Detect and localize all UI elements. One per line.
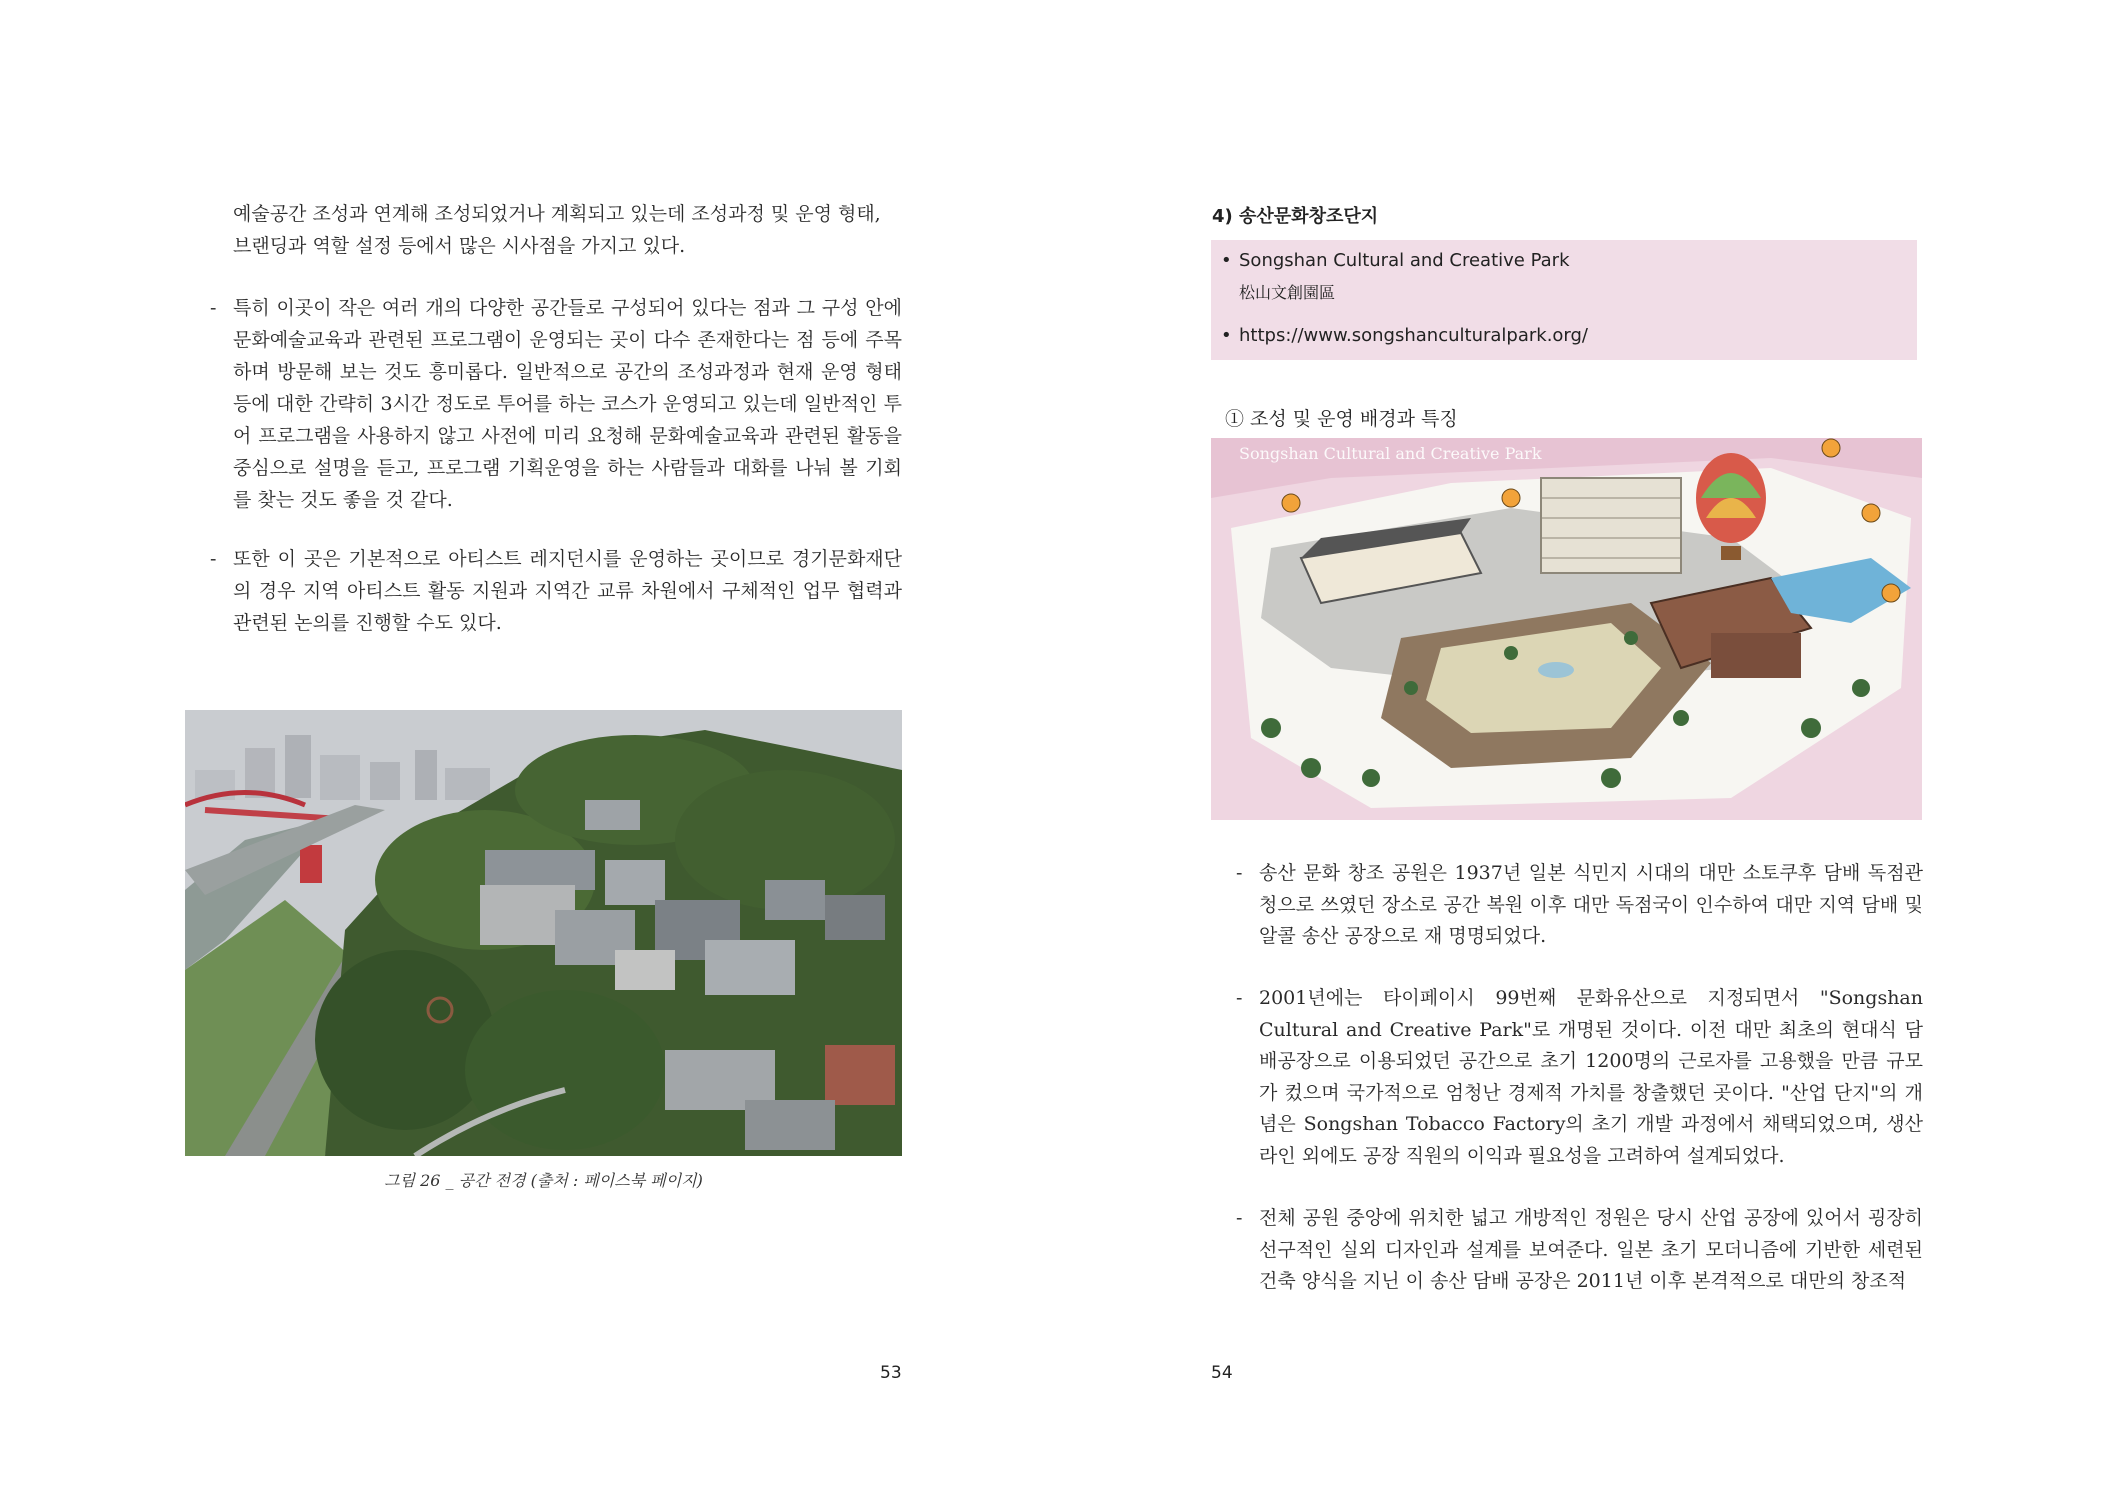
paragraph-text: 특히 이곳이 작은 여러 개의 다양한 공간들로 구성되어 있다는 점과 그 구성 안에 문화예술교육과 관련된 프로그램이 운영되는 곳이 다수 존재한다는 점 등에 주목하며 방문해 보는 것도 흥미롭다. 일반적으로 공간의 조성과정과 현재 운영 형태 등에 대한 간략히 3시간 정도로 투어를 하는 코스가 운영되고 있는데 일반적인 투어 프로그램을 사용하지 않고 사전에 미리 요청해 문화예술교육과 관련된 활동을 중심으로 설명을 듣고, 프로그램 기획운영을 하는 사람들과 대화를 나눠 볼 기회를 찾는 것도 좋을 것 같다.	[233, 297, 902, 511]
park-url-link[interactable]: https://www.songshanculturalpark.org/	[1239, 325, 1588, 346]
dash-marker: -	[210, 548, 217, 570]
paragraph-text: 송산 문화 창조 공원은 1937년 일본 식민지 시대의 대만 소토쿠후 담배 독점관청으로 쓰였던 장소로 공간 복원 이후 대만 독점국이 인수하여 대만 지역 담배 및 알콜 송산 공장으로 재 명명되었다.	[1259, 862, 1923, 947]
bullet-icon: •	[1221, 325, 1232, 346]
paragraph-text: 2001년에는 타이페이시 99번째 문화유산으로 지정되면서 "Songshan Cultural and Creative Park"로 개명된 것이다. 이전 대만 최초의 현대식 담배공장으로 이용되었던 공간으로 초기 1200명의 근로자를 고용했을 만큼 규모가 컸으며 국가적으로 엄청난 경제적 가치를 창출했던 곳이다. "산업 단지"의 개념은 Songshan Tobacco Factory의 초기 개발 과정에서 채택되었으며, 생산 라인 외에도 공장 직원의 이익과 필요성을 고려하여 설계되었다.	[1259, 987, 1923, 1167]
intro-line-2: 브랜딩과 역할 설정 등에서 많은 시사점을 가지고 있다.	[233, 235, 686, 257]
park-name: Songshan Cultural and Creative Park	[1239, 250, 1570, 271]
left-paragraph-1	[210, 292, 902, 516]
dash-marker: -	[210, 297, 217, 319]
page-number-right: 54	[1211, 1363, 1233, 1383]
park-url-line	[1221, 325, 1588, 346]
paragraph-text: 전체 공원 중앙에 위치한 넓고 개방적인 정원은 당시 산업 공장에 있어서 굉장히 선구적인 실외 디자인과 설계를 보여준다. 일본 초기 모더니즘에 기반한 세련된 건축 양식을 지닌 이 송산 담배 공장은 2011년 이후 본격적으로 대만의 창조적	[1259, 1207, 1923, 1292]
park-illustrated-map	[1211, 438, 1922, 820]
bullet-icon: •	[1221, 250, 1232, 271]
park-name-line	[1221, 250, 1570, 271]
right-paragraph-1	[1236, 858, 1923, 953]
aerial-hillside-photo	[185, 710, 902, 1156]
page-number-left: 53	[880, 1363, 902, 1383]
right-paragraph-2	[1236, 983, 1923, 1172]
section-heading: 4) 송산문화창조단지	[1212, 206, 1379, 227]
subsection-heading: ① 조성 및 운영 배경과 특징	[1225, 408, 1458, 430]
left-paragraph-2	[210, 543, 902, 639]
map-watermark-text: Songshan Cultural and Creative Park	[1239, 444, 1542, 463]
intro-line-1: 예술공간 조성과 연계해 조성되었거나 계획되고 있는데 조성과정 및 운영 형태,	[233, 203, 881, 225]
right-paragraph-3	[1236, 1203, 1923, 1298]
dash-marker: -	[1236, 862, 1243, 884]
dash-marker: -	[1236, 1207, 1243, 1229]
info-box	[1211, 240, 1917, 360]
left-intro-text	[233, 198, 901, 262]
dash-marker: -	[1236, 987, 1243, 1009]
paragraph-text: 또한 이 곳은 기본적으로 아티스트 레지던시를 운영하는 곳이므로 경기문화재단의 경우 지역 아티스트 활동 지원과 지역간 교류 차원에서 구체적인 업무 협력과 관련된 논의를 진행할 수도 있다.	[233, 548, 902, 634]
photo-caption: 그림 26 _ 공간 전경 (출처 : 페이스북 페이지)	[384, 1171, 703, 1190]
park-chinese-name: 松山文創園區	[1239, 283, 1336, 302]
